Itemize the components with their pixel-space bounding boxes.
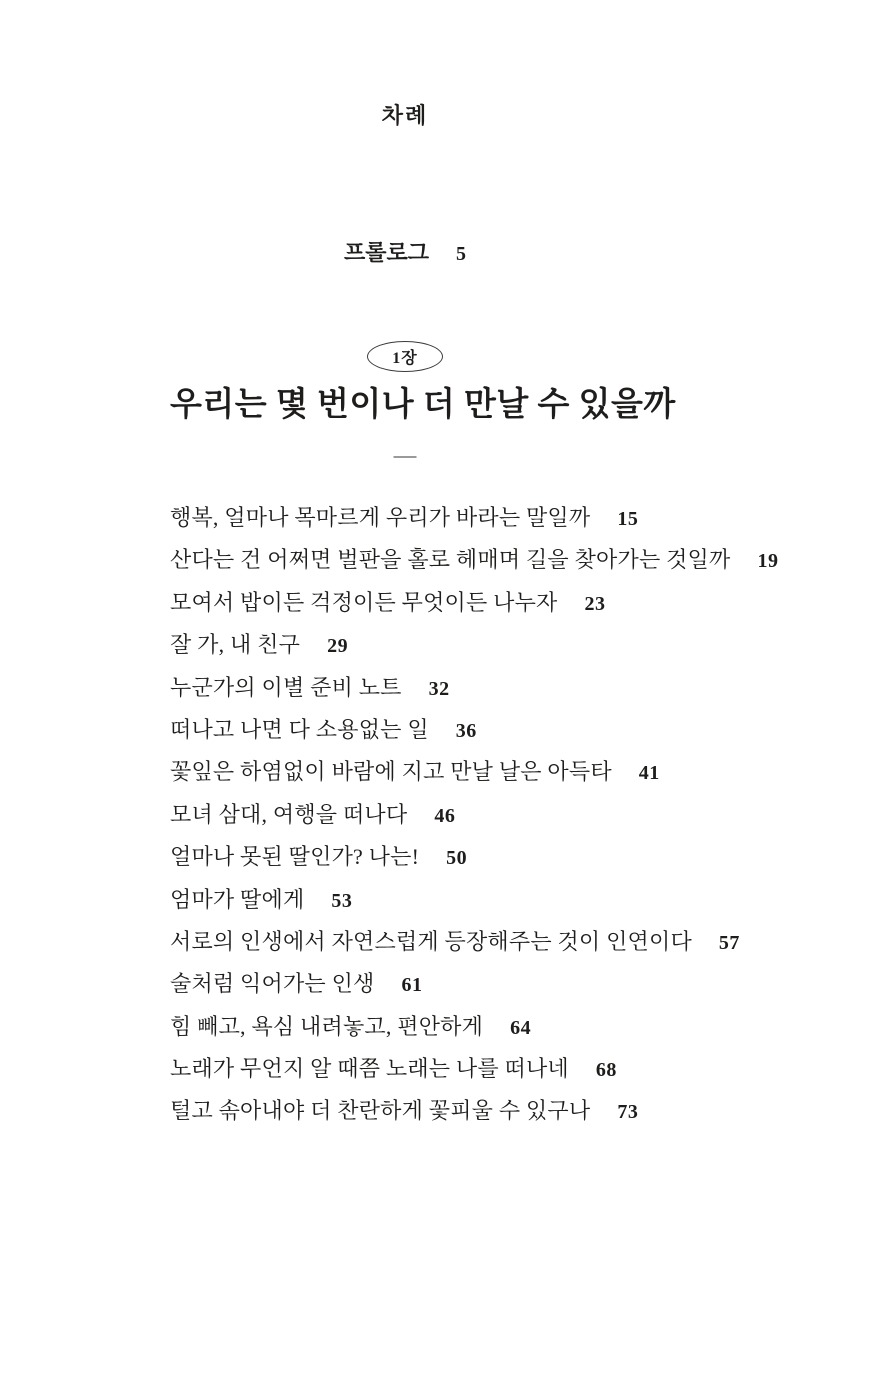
toc-heading: 차례 bbox=[381, 103, 429, 128]
toc-entry bbox=[170, 963, 830, 1005]
toc-entry-title: 서로의 인생에서 자연스럽게 등장해주는 것이 인연이다 bbox=[170, 928, 692, 954]
chapter-badge bbox=[367, 341, 443, 372]
toc-entry-page-number: 64 bbox=[510, 1016, 532, 1039]
toc-entry-page-number: 36 bbox=[455, 719, 477, 742]
toc-entry-title: 떠나고 나면 다 소용없는 일 bbox=[170, 716, 429, 742]
toc-entry bbox=[170, 582, 830, 624]
toc-entry-page-number: 23 bbox=[584, 592, 606, 615]
toc-entry bbox=[170, 624, 830, 666]
toc-entry-title: 행복, 얼마나 목마르게 우리가 바라는 말일까 bbox=[170, 505, 591, 530]
toc-entry bbox=[170, 751, 830, 793]
toc-entry-title: 노래가 무언지 알 때쯤 노래는 나를 떠나네 bbox=[170, 1056, 569, 1082]
toc-entry-title: 술처럼 익어가는 인생 bbox=[170, 971, 375, 997]
toc-entry bbox=[170, 1090, 830, 1132]
toc-entry-page-number: 61 bbox=[401, 974, 423, 997]
toc-content-column bbox=[170, 0, 779, 1400]
toc-entry-title: 엄마가 딸에게 bbox=[170, 886, 305, 912]
toc-entry bbox=[170, 667, 830, 709]
prologue-row bbox=[170, 239, 640, 268]
toc-entry-title: 얼마나 못된 딸인가? 나는! bbox=[170, 844, 420, 870]
toc-entry bbox=[170, 1048, 830, 1090]
toc-entry-page-number: 32 bbox=[428, 677, 450, 700]
toc-entry bbox=[170, 1006, 830, 1048]
chapter-badge-label: 1장 bbox=[392, 350, 418, 367]
chapter-divider bbox=[394, 456, 417, 458]
toc-entry bbox=[170, 879, 830, 921]
toc-entry-page-number: 50 bbox=[446, 847, 468, 870]
prologue-label: 프롤로그 bbox=[343, 240, 429, 265]
toc-entry bbox=[170, 794, 830, 836]
toc-entry-title: 산다는 건 어쩌면 벌판을 홀로 헤매며 길을 찾아가는 것일까 bbox=[170, 547, 731, 573]
toc-entry bbox=[170, 709, 830, 751]
toc-entry bbox=[170, 921, 830, 963]
toc-entry bbox=[170, 836, 830, 878]
toc-entry-page-number: 41 bbox=[638, 762, 660, 785]
toc-entry-page-number: 15 bbox=[617, 508, 639, 530]
toc-entry-page-number: 57 bbox=[718, 931, 740, 954]
toc-entry-page-number: 19 bbox=[757, 550, 779, 573]
toc-list bbox=[170, 497, 830, 1133]
prologue-page-number: 5 bbox=[456, 243, 466, 265]
toc-entry-title: 꽃잎은 하염없이 바람에 지고 만날 날은 아득타 bbox=[170, 759, 612, 785]
toc-entry-page-number: 29 bbox=[327, 635, 349, 658]
toc-entry-page-number: 73 bbox=[617, 1101, 639, 1124]
toc-entry-title: 누군가의 이별 준비 노트 bbox=[170, 674, 402, 700]
toc-entry bbox=[170, 497, 830, 539]
toc-entry-title: 힘 빼고, 욕심 내려놓고, 편안하게 bbox=[170, 1013, 484, 1039]
toc-entry-title: 모여서 밥이든 걱정이든 무엇이든 나누자 bbox=[170, 589, 558, 615]
toc-entry-page-number: 46 bbox=[434, 804, 456, 827]
toc-entry bbox=[170, 539, 830, 581]
chapter-title: 우리는 몇 번이나 더 만날 수 있을까 bbox=[170, 387, 676, 423]
toc-entry-title: 모녀 삼대, 여행을 떠나다 bbox=[170, 801, 408, 827]
toc-entry-title: 털고 솎아내야 더 찬란하게 꽃피울 수 있구나 bbox=[170, 1098, 591, 1124]
toc-entry-page-number: 53 bbox=[331, 889, 353, 912]
toc-entry-title: 잘 가, 내 친구 bbox=[170, 632, 301, 658]
toc-entry-page-number: 68 bbox=[595, 1059, 617, 1082]
